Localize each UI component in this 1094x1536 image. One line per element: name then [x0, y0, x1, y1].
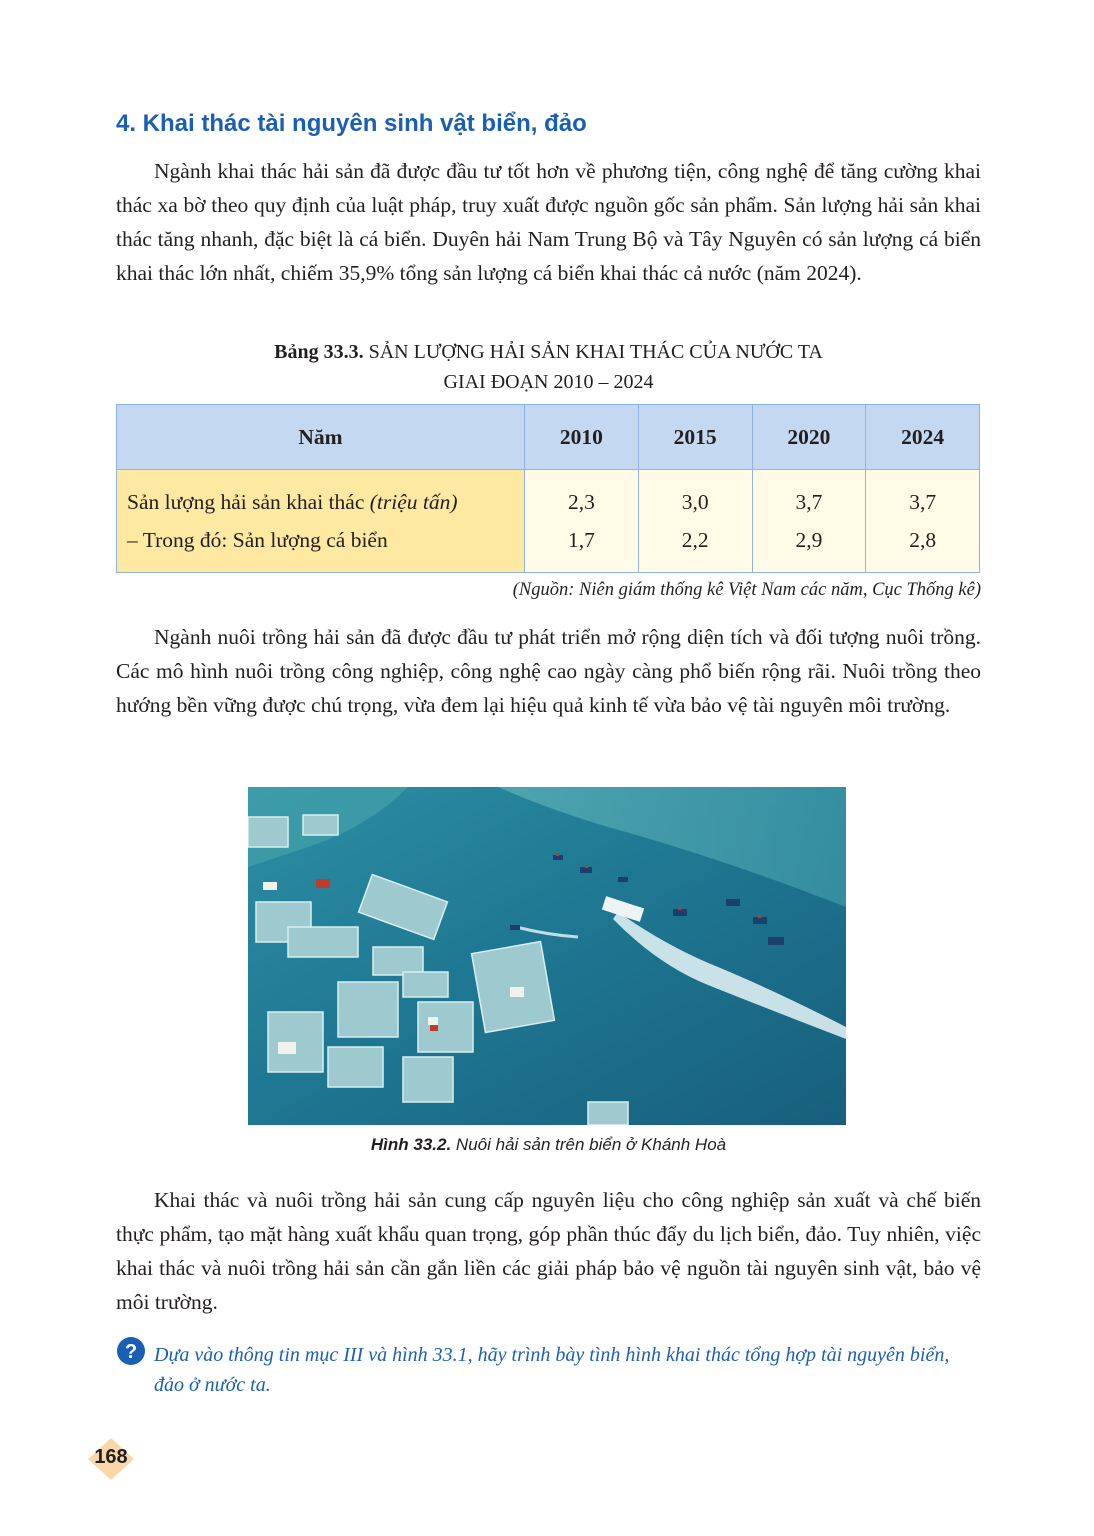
value-total-2024: 3,7	[909, 490, 937, 514]
paragraph-conclusion: Khai thác và nuôi trồng hải sản cung cấp nguyên liệu cho công nghiệp sản xuất và chế biến thực phẩm, tạo mặt hàng xuất khẩu quan trọng, góp phần thúc đẩy du lịch biển, đảo. Tuy nhiên, việc khai thác và nuôi trồng hải sản cần gắn liền các giải pháp bảo vệ nguồn tài nguyên sinh vật, bảo vệ môi trường.	[116, 1188, 981, 1314]
header-2020: 2020	[752, 405, 866, 470]
aquaculture-photo	[248, 787, 846, 1125]
value-fish-2020: 2,9	[795, 528, 823, 552]
table-title-line2: GIAI ĐOẠN 2010 – 2024	[443, 371, 654, 393]
header-2010: 2010	[525, 405, 639, 470]
row-label-fish: – Trong đó: Sản lượng cá biển	[127, 528, 388, 552]
value-fish-2024: 2,8	[909, 528, 937, 552]
svg-text:?: ?	[124, 1341, 138, 1363]
value-total-2010: 2,3	[567, 490, 595, 514]
row-label-unit: (triệu tấn)	[369, 490, 458, 514]
header-year: Năm	[117, 405, 525, 470]
cell-2015	[638, 470, 752, 573]
table-caption	[116, 337, 981, 397]
value-fish-2010: 1,7	[567, 528, 595, 552]
figure-label: Hình 33.2.	[370, 1135, 452, 1154]
figure-caption	[116, 1135, 981, 1155]
page-number: 168	[94, 1446, 128, 1468]
paragraph-fishing: Ngành khai thác hải sản đã được đầu tư tốt hơn về phương tiện, công nghệ để tăng cường khai thác xa bờ theo quy định của luật pháp, truy xuất được nguồn gốc sản phẩm. Sản lượng hải sản khai thác tăng nhanh, đặc biệt là cá biển. Duyên hải Nam Trung Bộ và Tây Nguyên có sản lượng cá biển khai thác lớn nhất, chiếm 35,9% tổng sản lượng cá biển khai thác cả nước (năm 2024).	[116, 159, 981, 285]
table-header-row	[117, 405, 980, 470]
value-total-2015: 3,0	[681, 490, 709, 514]
table-row	[117, 470, 980, 573]
figure-caption-text: Nuôi hải sản trên biển ở Khánh Hoà	[451, 1135, 727, 1154]
paragraph-aquaculture: Ngành nuôi trồng hải sản đã được đầu tư phát triển mở rộng diện tích và đối tượng nuôi trồng. Các mô hình nuôi trồng công nghiệp, công nghệ cao ngày càng phổ biến rộng rãi. Nuôi trồng theo hướng bền vững được chú trọng, vừa đem lại hiệu quả kinh tế vừa bảo vệ tài nguyên môi trường.	[116, 625, 981, 717]
page-number-badge	[86, 1436, 136, 1482]
table-label: Bảng 33.3.	[274, 341, 364, 363]
row-label-cell	[117, 470, 525, 573]
header-2015: 2015	[638, 405, 752, 470]
row-label-total: Sản lượng hải sản khai thác	[127, 490, 370, 514]
question-mark-icon	[116, 1336, 146, 1366]
section-heading: 4. Khai thác tài nguyên sinh vật biển, đảo	[116, 110, 587, 137]
seafood-table	[116, 404, 980, 573]
table-source: (Nguồn: Niên giám thống kê Việt Nam các năm, Cục Thống kê)	[512, 580, 981, 600]
cell-2020	[752, 470, 866, 573]
table-title-line1: SẢN LƯỢNG HẢI SẢN KHAI THÁC CỦA NƯỚC TA	[368, 341, 823, 363]
value-total-2020: 3,7	[795, 490, 823, 514]
question-text: Dựa vào thông tin mục III và hình 33.1, hãy trình bày tình hình khai thác tổng hợp tài nguyên biển, đảo ở nước ta.	[154, 1344, 950, 1396]
cell-2010	[525, 470, 639, 573]
header-2024: 2024	[866, 405, 980, 470]
cell-2024	[866, 470, 980, 573]
value-fish-2015: 2,2	[681, 528, 709, 552]
